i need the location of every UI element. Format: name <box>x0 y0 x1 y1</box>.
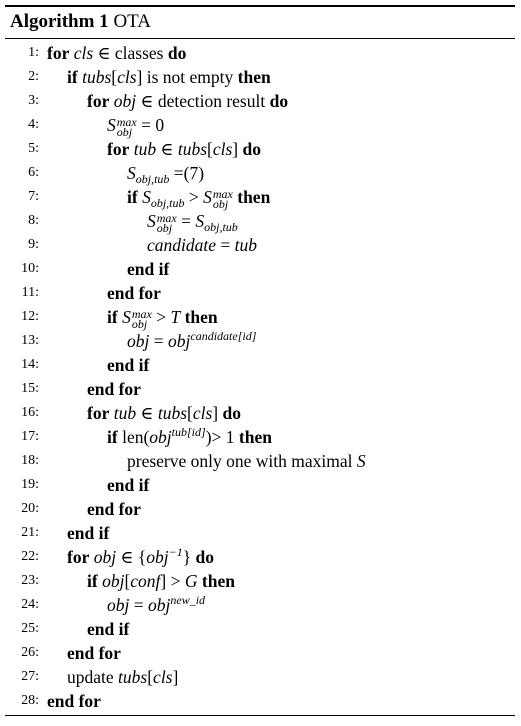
superscript: tub[id] <box>171 425 206 439</box>
keyword: end if <box>107 475 150 495</box>
variable: obj <box>102 571 125 591</box>
line-number: 27: <box>21 669 39 684</box>
keyword: for <box>67 547 90 567</box>
algorithm-block <box>5 5 515 718</box>
algorithm-line <box>5 617 515 641</box>
keyword: for <box>87 403 110 423</box>
line-code <box>127 257 169 281</box>
code-text: ] <box>212 403 223 423</box>
keyword: for <box>47 43 70 63</box>
code-text: = <box>149 331 168 351</box>
keyword: end for <box>87 499 141 519</box>
keyword: end if <box>107 355 150 375</box>
line-code <box>147 209 238 233</box>
line-number: 16: <box>21 405 39 420</box>
keyword: end for <box>107 283 161 303</box>
code-text: > <box>151 307 171 327</box>
line-code <box>47 41 186 65</box>
line-code <box>67 665 178 689</box>
line-code <box>107 281 161 305</box>
line-code <box>147 233 257 257</box>
keyword: if <box>107 427 118 447</box>
algorithm-line <box>5 593 515 617</box>
line-number: 10: <box>21 261 39 276</box>
math-symbol: S <box>107 115 116 135</box>
algorithm-line <box>5 689 515 713</box>
line-code <box>127 161 204 185</box>
superscript: candidate[id] <box>190 329 257 343</box>
line-number: 15: <box>21 381 39 396</box>
math-symbol: S <box>127 163 136 183</box>
line-number: 8: <box>28 213 39 228</box>
line-code <box>87 377 141 401</box>
code-text: ] > <box>160 571 185 591</box>
code-text: ∈ <box>136 403 158 423</box>
keyword: end if <box>67 523 110 543</box>
line-number: 7: <box>28 189 39 204</box>
line-number: 25: <box>21 621 39 636</box>
code-text: =(7) <box>169 163 205 183</box>
superscript-subscript: max obj <box>156 210 177 235</box>
math-symbol: S <box>122 307 131 327</box>
variable: tubs <box>177 139 208 159</box>
keyword: end if <box>127 259 170 279</box>
variable: tubs <box>118 667 148 687</box>
keyword: then <box>238 427 272 447</box>
algorithm-line <box>5 281 515 305</box>
line-code <box>107 305 218 329</box>
keyword: for <box>87 91 110 111</box>
keyword: do <box>242 139 261 159</box>
line-number: 28: <box>21 693 39 708</box>
algorithm-line <box>5 329 515 353</box>
keyword: do <box>195 547 214 567</box>
keyword: end if <box>87 619 130 639</box>
variable: cls <box>192 403 213 423</box>
algorithm-line <box>5 113 515 137</box>
code-text: preserve only one with maximal <box>127 451 357 471</box>
keyword: do <box>222 403 241 423</box>
line-code <box>107 137 261 161</box>
top-rule <box>5 5 515 7</box>
variable: cls <box>212 139 233 159</box>
algorithm-line <box>5 545 515 569</box>
line-code <box>87 89 288 113</box>
algorithm-line <box>5 569 515 593</box>
code-text: update <box>67 667 119 687</box>
code-text: > <box>184 187 204 207</box>
subscript: obj,tub <box>204 220 238 234</box>
line-code <box>67 545 214 569</box>
code-text: ∈ <box>156 139 178 159</box>
math-symbol: S <box>142 187 151 207</box>
line-number: 26: <box>21 645 39 660</box>
line-number: 11: <box>21 285 39 300</box>
line-number: 20: <box>21 501 39 516</box>
math-symbol: S <box>147 211 156 231</box>
superscript-subscript: max obj <box>131 306 152 331</box>
variable: tubs <box>82 67 112 87</box>
algorithm-line <box>5 521 515 545</box>
code-text: )> 1 <box>205 427 239 447</box>
algorithm-line <box>5 65 515 89</box>
algorithm-line <box>5 137 515 161</box>
algorithm-name: OTA <box>113 11 151 32</box>
subscript: obj,tub <box>135 172 170 186</box>
line-code <box>107 113 164 137</box>
line-number: 3: <box>28 93 39 108</box>
variable: obj <box>93 547 117 567</box>
line-code <box>67 641 121 665</box>
line-code <box>107 353 149 377</box>
code-text: } <box>182 547 196 567</box>
header-rule <box>5 38 515 39</box>
line-number: 17: <box>21 429 39 444</box>
algorithm-line <box>5 41 515 65</box>
keyword: if <box>67 67 78 87</box>
math-symbol: S <box>203 187 212 207</box>
variable: tubs <box>157 403 188 423</box>
line-number: 6: <box>28 165 39 180</box>
keyword: do <box>269 91 289 111</box>
keyword: if <box>87 571 98 591</box>
line-code <box>87 401 241 425</box>
line-number: 18: <box>21 453 39 468</box>
algorithm-title <box>10 11 151 33</box>
keyword: then <box>237 187 271 207</box>
algorithm-line <box>5 377 515 401</box>
line-number: 14: <box>21 357 39 372</box>
algorithm-line <box>5 473 515 497</box>
variable: cls <box>153 667 173 687</box>
code-text: ∈ detection result <box>136 91 270 111</box>
line-code <box>107 473 149 497</box>
line-number: 1: <box>28 45 39 60</box>
keyword: then <box>201 571 235 591</box>
code-text: [ <box>111 67 118 87</box>
algorithm-line <box>5 185 515 209</box>
line-number: 9: <box>28 237 39 252</box>
subscript: obj,tub <box>150 196 185 210</box>
algorithm-line <box>5 449 515 473</box>
line-code <box>127 329 256 353</box>
code-text: len( <box>117 427 150 447</box>
line-number: 2: <box>28 69 39 84</box>
algorithm-line <box>5 161 515 185</box>
code-text: = 0 <box>136 115 165 135</box>
variable: cls <box>73 43 94 63</box>
code-text: ∈ classes <box>93 43 168 63</box>
algorithm-line <box>5 641 515 665</box>
variable: obj <box>107 595 130 615</box>
variable: obj <box>168 331 191 351</box>
line-code <box>67 65 271 89</box>
keyword: if <box>107 307 118 327</box>
line-number: 4: <box>28 117 39 132</box>
line-code <box>47 689 101 713</box>
algorithm-line <box>5 89 515 113</box>
algorithm-line <box>5 209 515 233</box>
code-text: = <box>129 595 148 615</box>
superscript-subscript: max obj <box>212 186 233 211</box>
line-number: 24: <box>21 597 39 612</box>
line-number: 23: <box>21 573 39 588</box>
code-text: ∈ { <box>116 547 147 567</box>
algorithm-line <box>5 305 515 329</box>
keyword: do <box>167 43 187 63</box>
keyword: then <box>184 307 218 327</box>
variable: tub <box>113 403 137 423</box>
keyword: if <box>127 187 138 207</box>
code-text: [ <box>124 571 131 591</box>
keyword: end for <box>67 643 121 663</box>
keyword: then <box>237 67 271 87</box>
line-code <box>127 185 270 209</box>
variable: cls <box>117 67 137 87</box>
code-text: [ <box>207 139 213 159</box>
line-code <box>127 449 366 473</box>
code-text: ] <box>232 139 243 159</box>
variable: conf <box>130 571 161 591</box>
algorithm-line <box>5 497 515 521</box>
math-symbol: T <box>170 307 181 327</box>
keyword: end for <box>87 379 141 399</box>
superscript: −1 <box>168 545 183 559</box>
math-symbol: S <box>195 211 205 231</box>
algorithm-line <box>5 401 515 425</box>
variable: candidate <box>147 235 217 255</box>
line-code <box>87 617 129 641</box>
algorithm-label: Algorithm 1 <box>10 11 109 32</box>
line-number: 5: <box>28 141 39 156</box>
math-symbol: S <box>356 451 366 471</box>
line-code <box>87 569 235 593</box>
bottom-rule <box>5 715 515 716</box>
variable: obj <box>113 91 137 111</box>
code-text: ] is not empty <box>136 67 238 87</box>
algorithm-line <box>5 665 515 689</box>
algorithm-line <box>5 233 515 257</box>
code-text: [ <box>147 667 154 687</box>
code-text: = <box>176 211 196 231</box>
line-code <box>107 425 272 449</box>
superscript: new_id <box>170 593 206 607</box>
variable: obj <box>149 427 172 447</box>
variable: obj <box>148 595 171 615</box>
variable: tub <box>234 235 258 255</box>
line-number: 19: <box>21 477 39 492</box>
algorithm-line <box>5 353 515 377</box>
line-number: 12: <box>21 309 39 324</box>
variable: tub <box>133 139 157 159</box>
algorithm-line <box>5 257 515 281</box>
code-text: ] <box>172 667 179 687</box>
line-code <box>107 593 205 617</box>
algorithm-line <box>5 425 515 449</box>
code-text: = <box>216 235 235 255</box>
math-symbol: G <box>184 571 198 591</box>
line-number: 22: <box>21 549 39 564</box>
line-number: 13: <box>21 333 39 348</box>
line-code <box>87 497 141 521</box>
line-number: 21: <box>21 525 39 540</box>
code-text: [ <box>187 403 193 423</box>
keyword: for <box>107 139 130 159</box>
keyword: end for <box>47 691 101 711</box>
variable: obj <box>127 331 150 351</box>
superscript-subscript: max obj <box>116 114 137 139</box>
line-code <box>67 521 109 545</box>
variable: obj <box>146 547 169 567</box>
